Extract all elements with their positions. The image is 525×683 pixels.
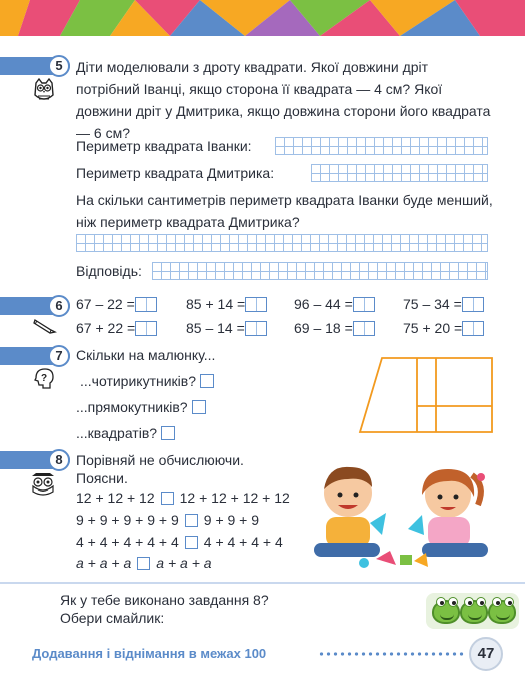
quadrilaterals-figure xyxy=(356,356,496,438)
compare-square[interactable] xyxy=(137,557,150,570)
footer-title: Додавання і віднімання в межах 100 xyxy=(32,646,267,661)
answer-square[interactable] xyxy=(161,426,175,440)
compare-row-3: 4 + 4 + 4 + 4 + 4 4 + 4 + 4 + 4 xyxy=(76,534,283,550)
answer-grid-ivanka[interactable] xyxy=(275,137,488,155)
answer-grid[interactable] xyxy=(152,262,488,280)
label-ivanka: Периметр квадрата Іванки: xyxy=(76,138,252,154)
self-check-line1: Як у тебе виконано завдання 8? xyxy=(60,592,269,608)
answer-grid-dmytryk[interactable] xyxy=(311,164,488,182)
answer-square[interactable] xyxy=(192,400,206,414)
smiley-icon-1[interactable] xyxy=(432,600,460,624)
expr-row2-4: 75 + 20 = xyxy=(403,320,484,336)
page-number: 47 xyxy=(469,637,503,671)
compare-row-1: 12 + 12 + 12 12 + 12 + 12 + 12 xyxy=(76,490,290,506)
task7-q3: ...квадратів? xyxy=(76,422,175,444)
label-dmytryk: Периметр квадрата Дмитрика: xyxy=(76,165,275,181)
task7-q2: ...прямокутників? xyxy=(76,396,206,418)
expr-row1-3: 96 – 44 = xyxy=(294,296,375,312)
top-banner xyxy=(0,0,525,36)
task6-number: 6 xyxy=(48,295,70,317)
compare-row-2: 9 + 9 + 9 + 9 + 9 9 + 9 + 9 xyxy=(76,512,260,528)
expr-row1-1: 67 – 22 = xyxy=(76,296,157,312)
task8-number: 8 xyxy=(48,449,70,471)
owl-icon xyxy=(32,77,56,103)
task7-number: 7 xyxy=(48,345,70,367)
answer-box[interactable] xyxy=(353,321,375,336)
answer-square[interactable] xyxy=(200,374,214,388)
task7-q1: ...чотирикутників? xyxy=(80,370,214,392)
compare-square[interactable] xyxy=(185,514,198,527)
smiley-icon-2[interactable] xyxy=(460,600,488,624)
task8-title: Порівняй не обчислюючи. xyxy=(76,452,244,468)
answer-box[interactable] xyxy=(462,321,484,336)
expr-row2-3: 69 – 18 = xyxy=(294,320,375,336)
self-check-line2: Обери смайлик: xyxy=(60,610,165,626)
expr-row2-1: 67 + 22 = xyxy=(76,320,157,336)
answer-box[interactable] xyxy=(245,297,267,312)
expr-row1-4: 75 – 34 = xyxy=(403,296,484,312)
task5-number: 5 xyxy=(48,55,70,77)
answer-label: Відповідь: xyxy=(76,263,142,279)
task5-text: Діти моделювали з дроту квадрати. Якої довжини дріт потрібний Іванці, якщо сторона її квадрата — 4 см? Якої довжини дріт у Дмитрика, якщо довжина сторони його квадрата — 6 см? xyxy=(76,59,491,141)
question-head-icon xyxy=(32,366,56,390)
answer-box[interactable] xyxy=(245,321,267,336)
task7-title: Скільки на малюнку... xyxy=(76,347,216,363)
kids-illustration xyxy=(310,455,500,575)
answer-box[interactable] xyxy=(462,297,484,312)
compare-square[interactable] xyxy=(185,536,198,549)
pencil-icon xyxy=(32,316,58,334)
svg-text:?: ? xyxy=(41,373,48,384)
answer-box[interactable] xyxy=(135,321,157,336)
solution-grid[interactable] xyxy=(76,234,488,252)
task8-subtitle: Поясни. xyxy=(76,470,128,486)
scientist-frog-icon xyxy=(28,470,58,500)
smiley-icon-3[interactable] xyxy=(488,600,516,624)
compare-row-4: a + a + a a + a + a xyxy=(76,555,212,571)
expr-row2-2: 85 – 14 = xyxy=(186,320,267,336)
answer-box[interactable] xyxy=(135,297,157,312)
expr-row1-2: 85 + 14 = xyxy=(186,296,267,312)
answer-box[interactable] xyxy=(353,297,375,312)
task5-question: На скільки сантиметрів периметр квадрата Іванки буде менший, ніж периметр квадрата Дмитрика? xyxy=(76,192,493,230)
footer-dots xyxy=(318,652,464,656)
compare-square[interactable] xyxy=(161,492,174,505)
